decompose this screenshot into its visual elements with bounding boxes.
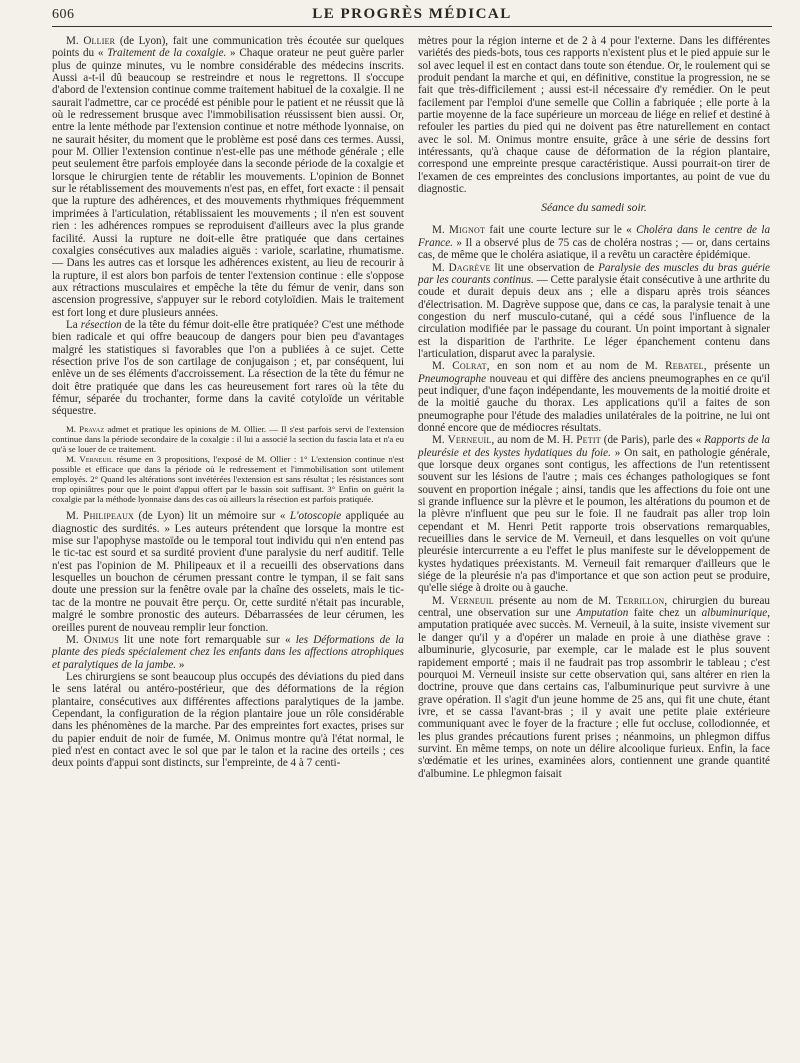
text-run: Ollier [83,35,116,47]
text-run: appliquée au diagnostic des surdités. » Les auteurs prétendent que lorsque la montre est mise sur l'apophyse mastoïde ou le temporal tout individu qui n'en entend pas le tic-tac est sourd et sa surdité provient d'une paralysie du nerf auditif. Telle n'est pas l'opinion de M. Philipeaux et il a recueilli des observations dans lesquelles un bouchon de cérumen pressant contre le tympan, il se fait sans doute une pression sur la fenêtre ovale par la chaîne des osselets, mais le tic-tac de la montre ne pouvait être perçu. Or, cette surdité n'était pas incurable, malgré le sombre pronostic des auteurs. Débarrassées de leur cérumen, les oreilles purent de nouveau remplir leur fonction. [52,510,404,634]
text-run: lit une note fort remarquable sur « [118,633,296,646]
journal-title: LE PROGRÈS MÉDICAL [312,6,512,22]
text-run: Pravaz [79,423,105,434]
text-run: Paralysie des muscles du bras guérie par les courants continus. [418,261,770,286]
dagreve-paralysis-paragraph [418,262,770,361]
verneuil-amputation-paragraph [418,595,770,780]
running-header [52,6,772,27]
text-run: (de Paris), parle des « [600,434,705,447]
text-run: — Cette paralysie était consécutive à une arthrite du coude et durait depuis deux ans ; elle a disparu après trois séances d'électrisation. M. Dagrève suppose que, dans ce cas, la paralysie tenait à une congestion du nerf musculo-cutané, qui a cédé sous l'influence de la circulation modifiée par le passage du courant. Un point important à signaler est la disparition de l'arthrite. Le léger épanchement contenu dans l'articulation, disparut avec la paralysie. [418,273,770,360]
plantar-deformation-paragraph [52,671,404,770]
text-run: M. [432,360,453,373]
text-run: » On sait, en pathologie générale, que lorsque deux organes sont contigus, les affections de l'un retentissent souvent sur les lésions de l'autre ; mais ces échanges pathologiques se font souvent en proportion inégale ; ainsi, tandis que les affections du foie ont une si grande influence sur la plèvre et le poumon, les altérations du poumon et de la plèvre n'influent que peu sur le foie. Il ne faudrait pas aller trop loin cependant et M. Henri Petit rapporte trois observations remarquables, recueillies dans le service de M. Verneuil, et dans lesquelles on voit qu'une pleurésie intercurrente a eu l'effet le plus manifeste sur le développement de kystes hydatiques préexistants. M. Verneuil fait remarquer d'ailleurs que le siége de la pleurésie n'a pas d'importance et que son action peut se produire, qu'elle siége à droite ou à gauche. [418,446,770,595]
text-run: Onimus [83,633,119,646]
text-run: , amputation pratiquée avec succès. M. Verneuil, à la suite, insiste vivement sur le danger qu'il y a d'opérer un malade en proie à une diathèse grave : albuminurie, glycosurie, par exemple, car le malade est le plus souvent rapidement emporté ; mais il ne faudrait pas trop assombrir le tableau ; c'est pourquoi M. Verneuil insiste sur cette observation qui, sans altérer en rien la doctrine, prouve que dans certains cas, l'albuminurique peut survivre à une grave opération. Il s'agit d'un jeune homme de 25 ans, qui fit une chute, étant ivre, et se cassa l'avant-bras ; il y avait une petite plaie extérieure communiquant avec le foyer de la fracture ; elle fut occluse, collodionnée, et les plus grandes précautions furent prises ; néanmoins, un phlegmon diffus survint. En même temps, on note un délire alcoolique furieux. Enfin, la face s'œdématie et les urines, examinées alors, contiennent une grande quantité d'albumine. Le phlegmon faisait [418,607,770,780]
page-number: 606 [52,7,75,22]
pravaz-note [52,424,404,454]
text-run: Amputation [576,607,629,620]
text-run: M. [66,35,84,47]
text-run: albuminurique [701,607,768,620]
text-run: » Il a observé plus de 75 cas de choléra nostras ; — or, dans certains cas, de même que le choléra asiatique, il a revêtu un caractère épidémique. [418,236,770,262]
text-run: , en son nom et au nom de M. [486,360,666,373]
text-run: admet et pratique les opinions de M. Ollier. — Il s'est parfois servi de l'extension continue dans la période secondaire de la coxalgie : il lui a associé la section du fascia lata et n'a eu qu'à se louer de ce traitement. [52,423,405,454]
text-run: Philipeaux [83,510,135,523]
text-run: M. [66,453,80,464]
text-run: M. [66,510,84,523]
text-run: » Chaque orateur ne peut guère parler plus de quinze minutes, vu le nombre considérable des médecins inscrits. Aussi a-t-il dû beaucoup se restreindre et nous le regrettons. Il s'occupe d'abord de l'extension continue comme traitement habituel de la coxalgie. Il ne saurait l'admettre, car ce procédé est pénible pour le patient et ne réussit que là où le redressement brusque avec l'immobilisation réussissent bien aussi. Or, entre la lente méthode par l'extension continue et notre méthode lyonnaise, on ne saurait hésiter, du moment que le problème est posé dans ces termes. Aussi, pour M. Ollier l'extension continue n'est-elle pas une méthode générale ; elle peut seulement être parfois employée dans la seconde période de la coxalgie et lorsque le chirurgien tente de rétablir les mouvements. L'opinion de Bonnet sur le rétablissement des mouvements n'est pas, en effet, fort exacte : il pensait que la rupture des adhérences, et des mouvements rhythmiques fréquemment imprimées à l'articulation, rétablissaient les mouvements ; il n'en est souvent rien : les adhérences rompues se reproduisent d'ailleurs avec la plus grande facilité. Aussi la rupture ne doit-elle être pratiquée que dans certaines coxalgies consécutives aux maladies aiguës : variole, scarlatine, rhumatisme. — Dans les autres cas et lorsque les adhérences existent, au lieu de recourir à la rupture, il est alors bon parfois de tenter l'extension continue : elle s'oppose aux rétractions musculaires et empêche la tête du fémur de venir, dans son ascension progressive, s'appuyer sur le rebord cotyloïdien. Mais le traitement est fort long et dure plusieurs années. [52,47,404,319]
plantar-continuation-paragraph [418,35,770,195]
text-run: , au nom de M. H. [491,434,577,447]
text-run: (de Lyon), fait une communication très écoutée sur quelques points du « [52,35,404,60]
text-run: lit une observation de [490,261,599,274]
text-run: M. [432,261,449,274]
text-run: L'otoscopie [289,510,342,523]
text-run: résection [80,318,122,331]
onimus-paragraph [52,634,404,671]
text-run: Dagrève [448,261,491,274]
text-run: présente au nom de M. [493,594,617,607]
text-run: La [66,318,81,331]
text-run: M. [432,434,448,447]
text-run: M. [432,594,450,607]
text-run: , présente un [703,360,770,373]
text-run: mètres pour la région interne et de 2 à 4 pour l'externe. Dans les différentes variétés des pieds-bots, tous ces rapports n'existent plus et le pied appuie sur le sol avec lequel il est en contact dans toute son étendue. Or, le roulement qui se produit pendant la marche et qui, en définitive, constitue la progression, ne se fait que très-difficilement ; aussi est-il nécessaire d'y remédier. On le peut facilement par l'emploi d'une semelle que Collin a fabriquée ; elle porte à la partie moyenne de la face supérieure un morceau de liége en relief et destiné à refouler les parties du pied qui ne doivent pas être naturellement en contact avec le sol. M. Onimus montre ensuite, grâce à une série de dessins fort intéressants, qu'à chaque cause de déformation de la région plantaire, correspond une empreinte presque caractéristique. Aussi pourrait-on tirer de l'examen de ces empreintes des conclusions importantes, au point de vue du diagnostic. [418,35,770,196]
text-run: les Déformations de la plante des pieds spécialement chez les enfants dans les affections atrophiques et paralytiques de la jambe. [52,633,405,671]
text-run: fait une courte lecture sur le « [485,224,637,237]
text-run: Verneuil [449,594,494,607]
small-print-notes [52,424,404,505]
mignot-cholera-paragraph [418,224,770,261]
left-column [52,35,404,780]
text-run: (de Lyon) lit un mémoire sur « [134,510,290,523]
text-run: Colrat [452,360,487,373]
text-run: Petit [576,434,601,447]
text-run: Rebatel [665,360,704,373]
text-run: Choléra dans le centre de la France. [418,224,771,249]
text-run: M. [432,224,450,237]
text-run: Les chirurgiens se sont beaucoup plus occupés des déviations du pied dans le sens latéral ou antéro-postérieur, que des déformations de la région plantaire, consécutives aux différentes affections paralytiques de la jambe. Cependant, la configuration de la région plantaire joue un rôle considérable dans les phénomènes de la marche. Par des empreintes fort exactes, prises sur du papier enduit de noir de fumée, M. Onimus montre qu'à l'état normal, le pied n'est en contact avec le sol que par le talon et la racine des orteils ; ces deux points d'appui sont distincts, sur l'empreinte, de 4 à 7 centi- [52,670,404,770]
text-run: faite chez un [628,607,702,620]
verneuil-pleurisy-paragraph [418,434,770,594]
text-run: » [176,658,185,671]
text-run: Pneumographe [418,372,487,385]
text-run: M. [66,633,84,646]
text-run: Verneuil [79,453,113,464]
text-run: Traitement de la coxalgie. [107,47,227,60]
text-run: , chirurgien du bureau central, une observation sur une [418,594,771,620]
colrat-pneumograph-paragraph [418,360,770,434]
text-run: Terrillon [616,594,665,607]
text-run: Verneuil [447,434,492,447]
text-run: Mignot [449,224,486,237]
text-run: de la tête du fémur doit-elle être pratiquée? C'est une méthode bien radicale et qui offre beaucoup de dangers pour bien peu d'avantages malgré les statistiques si favorables que l'on a publiées à ce sujet. Cette résection prive l'os de son cartilage de conjugaison ; et, par conséquent, lui enlève un de ses éléments d'accroissement. La résection de la tête du fémur ne doit être pratiquée que dans les cas heureusement fort rares où la tête du fémur, séparée du trochanter, forme dans la cavité cotyloïde un véritable séquestre. [52,318,404,418]
right-column [418,35,770,780]
text-run: nouveau et qui diffère des anciens pneumographes en ce qu'il peut indiquer, d'une façon indépendante, les mouvements de la moitié droite et de la moitié gauche du thorax. Les applications qu'il a faites de son pneumographe pour l'étude des maladies unilatérales de la poitrine, ne lui ont donné encore que de médiocres résultats. [418,372,770,434]
text-columns [52,35,772,780]
resection-paragraph [52,319,404,418]
text-run: résume en 3 propositions, l'exposé de M. Ollier : 1° L'extension continue n'est possible et efficace que dans la période où le redressement et l'immobilisation sont utilement employés. 2° Quand les altérations sont invétérées l'extension est sans résultat ; les résistances sont trop opiniâtres pour que le point d'appui offert par le bassin soit suffisant. 3° Enfin on guérit la coxalgie par la méthode lyonnaise dans des cas où ailleurs la résection est parfois pratiquée. [52,453,405,505]
text-run: M. [66,423,80,434]
otoscopie-paragraph [52,510,404,633]
section-title: Séance du samedi soir. [541,201,647,215]
verneuil-note [52,454,404,504]
ollier-coxalgie-paragraph [52,35,404,319]
text-run: Rapports de la pleurésie et des kystes hydatiques du foie. [418,434,770,459]
